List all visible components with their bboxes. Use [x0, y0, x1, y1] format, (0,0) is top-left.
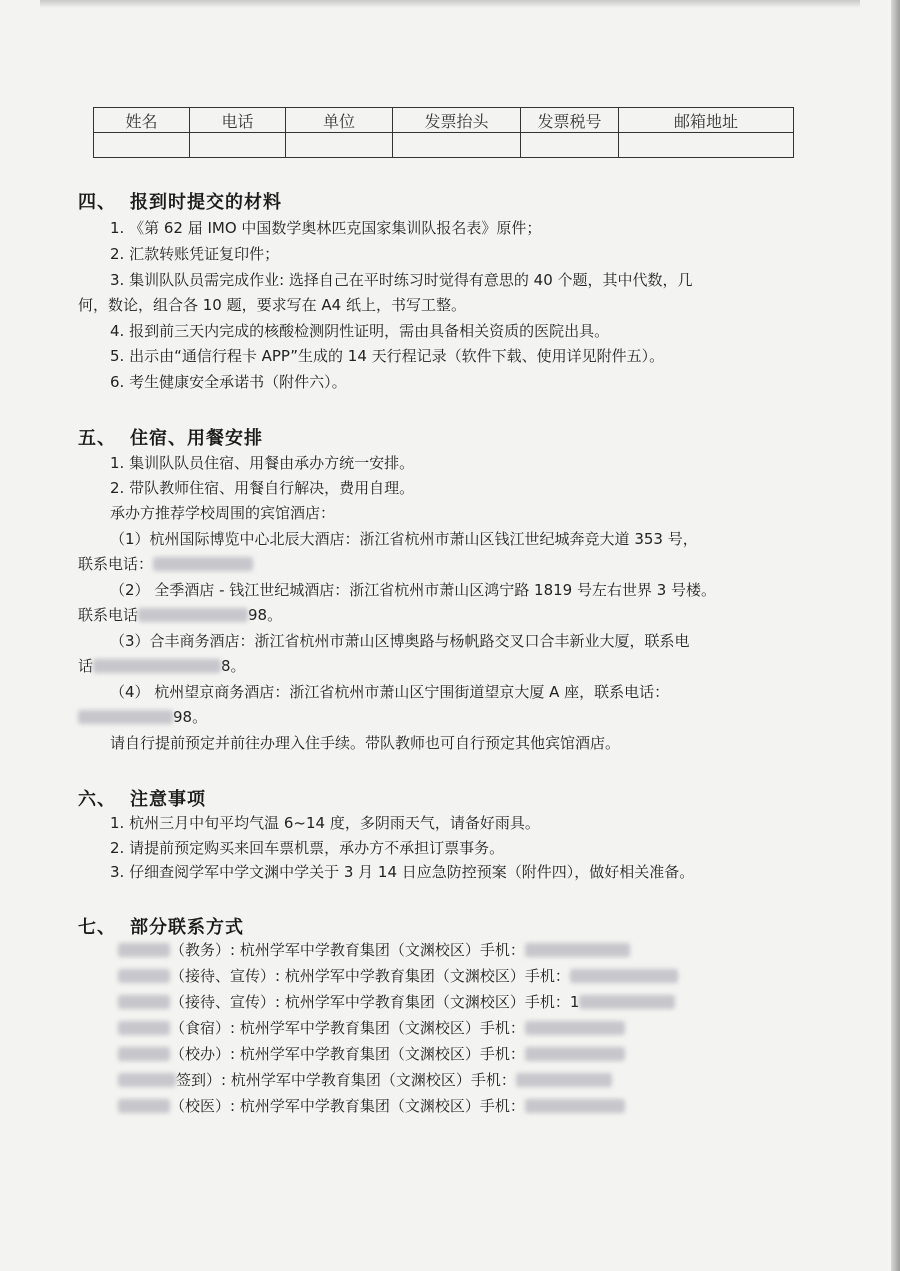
contact-text: （校医）: 杭州学军中学教育集团（文渊校区）手机： [170, 1097, 525, 1115]
redacted-phone [525, 1047, 625, 1061]
list-item: 1. 《第 62 届 IMO 中国数学奥林匹克国家集训队报名表》原件； [110, 219, 542, 237]
hotel-phone-line [78, 707, 207, 727]
redacted-phone [138, 608, 248, 622]
redacted-name [118, 1047, 170, 1061]
table-header-cell: 邮箱地址 [619, 108, 794, 133]
section-heading-notes [78, 785, 206, 811]
table-row [94, 133, 794, 158]
phone-suffix: 8。 [221, 657, 246, 675]
section-title: 住宿、用餐安排 [130, 428, 263, 449]
hotel-phone-line [78, 554, 253, 574]
redacted-name [118, 995, 170, 1009]
contact-item [118, 1096, 625, 1116]
phone-suffix: 98。 [173, 708, 208, 726]
table-header-cell: 姓名 [94, 108, 190, 133]
list-item: 5. 出示由“通信行程卡 APP”生成的 14 天行程记录（软件下载、使用详见附件五）。 [110, 347, 665, 365]
section-heading-accommodation [78, 424, 263, 450]
hotel-phone-label: 话 [78, 657, 94, 675]
phone-suffix: 98。 [248, 606, 283, 624]
list-item-continued: 何，数论，组合各 10 题，要求写在 A4 纸上，书写工整。 [78, 296, 466, 314]
table-header-cell: 发票抬头 [393, 108, 521, 133]
contact-text: 签到）: 杭州学军中学教育集团（文渊校区）手机： [176, 1071, 516, 1089]
list-item: 1. 集训队队员住宿、用餐由承办方统一安排。 [110, 454, 415, 472]
redacted-name [118, 1073, 176, 1087]
contact-item [118, 992, 675, 1012]
table-cell [286, 133, 393, 158]
redacted-name [118, 969, 170, 983]
list-item: 2. 带队教师住宿、用餐自行解决，费用自理。 [110, 479, 415, 497]
section-heading-contacts [78, 913, 244, 939]
table-header-row [94, 108, 794, 133]
list-item: 1. 杭州三月中旬平均气温 6~14 度，多阴雨天气，请备好雨具。 [110, 814, 540, 832]
section-number: 七、 [78, 917, 116, 938]
contact-text: （接待、宣传）: 杭州学军中学教育集团（文渊校区）手机：1 [170, 993, 580, 1011]
section-heading-materials [78, 188, 282, 214]
hotel-item: （3）合丰商务酒店：浙江省杭州市萧山区博奥路与杨帆路交叉口合丰新业大厦，联系电 [110, 632, 690, 650]
table-header-cell: 电话 [190, 108, 286, 133]
redacted-phone [525, 1021, 625, 1035]
hotel-item: （4） 杭州望京商务酒店：浙江省杭州市萧山区宁围街道望京大厦 A 座，联系电话： [110, 683, 670, 701]
redacted-name [118, 1099, 170, 1113]
table-cell [190, 133, 286, 158]
list-item: 6. 考生健康安全承诺书（附件六）。 [110, 373, 347, 391]
section-number: 五、 [78, 428, 116, 449]
redacted-phone [153, 557, 253, 571]
redacted-name [118, 1021, 170, 1035]
contact-item [118, 1044, 625, 1064]
redacted-phone [570, 969, 678, 983]
contact-item [118, 1018, 625, 1038]
table-cell [619, 133, 794, 158]
redacted-phone [525, 1099, 625, 1113]
paragraph: 请自行提前预定并前往办理入住手续。带队教师也可自行预定其他宾馆酒店。 [110, 734, 621, 752]
table-header-cell: 单位 [286, 108, 393, 133]
contact-item [118, 1070, 612, 1090]
table-cell [94, 133, 190, 158]
section-number: 六、 [78, 789, 116, 810]
hotel-item: （1）杭州国际博览中心北辰大酒店：浙江省杭州市萧山区钱江世纪城奔竞大道 353 号， [110, 530, 698, 548]
hotel-item: （2） 全季酒店 - 钱江世纪城酒店：浙江省杭州市萧山区鸿宁路 1819 号左右世界 3 号楼。 [110, 581, 717, 599]
list-item: 3. 仔细查阅学军中学文渊中学关于 3 月 14 日应急防控预案（附件四），做好相关准备。 [110, 863, 695, 881]
redacted-name [118, 943, 170, 957]
section-title: 注意事项 [130, 789, 206, 810]
section-title: 部分联系方式 [130, 917, 244, 938]
list-item: 2. 请提前预定购买来回车票机票，承办方不承担订票事务。 [110, 839, 505, 857]
table-cell [393, 133, 521, 158]
contact-text: （教务）: 杭州学军中学教育集团（文渊校区）手机： [170, 941, 525, 959]
redacted-phone [78, 710, 173, 724]
contact-text: （校办）: 杭州学军中学教育集团（文渊校区）手机： [170, 1045, 525, 1063]
redacted-phone [579, 995, 675, 1009]
page-edge [891, 0, 900, 1271]
table-cell [521, 133, 619, 158]
redacted-phone [516, 1073, 612, 1087]
section-number: 四、 [78, 192, 116, 213]
scan-shadow [40, 0, 860, 8]
section-title: 报到时提交的材料 [130, 192, 282, 213]
list-item: 4. 报到前三天内完成的核酸检测阴性证明，需由具备相关资质的医院出具。 [110, 322, 610, 340]
redacted-phone [525, 943, 630, 957]
contact-text: （食宿）: 杭州学军中学教育集团（文渊校区）手机： [170, 1019, 525, 1037]
hotel-phone-label: 联系电话： [78, 555, 154, 573]
redacted-phone [93, 659, 221, 673]
hotel-phone-label: 联系电话 [78, 606, 139, 624]
list-item: 3. 集训队队员需完成作业: 选择自己在平时练习时觉得有意思的 40 个题，其中代数，几 [110, 271, 693, 289]
hotel-phone-line [78, 605, 282, 625]
hotel-phone-line [78, 656, 246, 676]
table-header-cell: 发票税号 [521, 108, 619, 133]
registration-info-table [93, 107, 794, 158]
paragraph: 承办方推荐学校周围的宾馆酒店： [110, 504, 336, 522]
list-item: 2. 汇款转账凭证复印件； [110, 245, 280, 263]
contact-item [118, 966, 678, 986]
contact-item [118, 940, 630, 960]
contact-text: （接待、宣传）: 杭州学军中学教育集团（文渊校区）手机： [170, 967, 570, 985]
